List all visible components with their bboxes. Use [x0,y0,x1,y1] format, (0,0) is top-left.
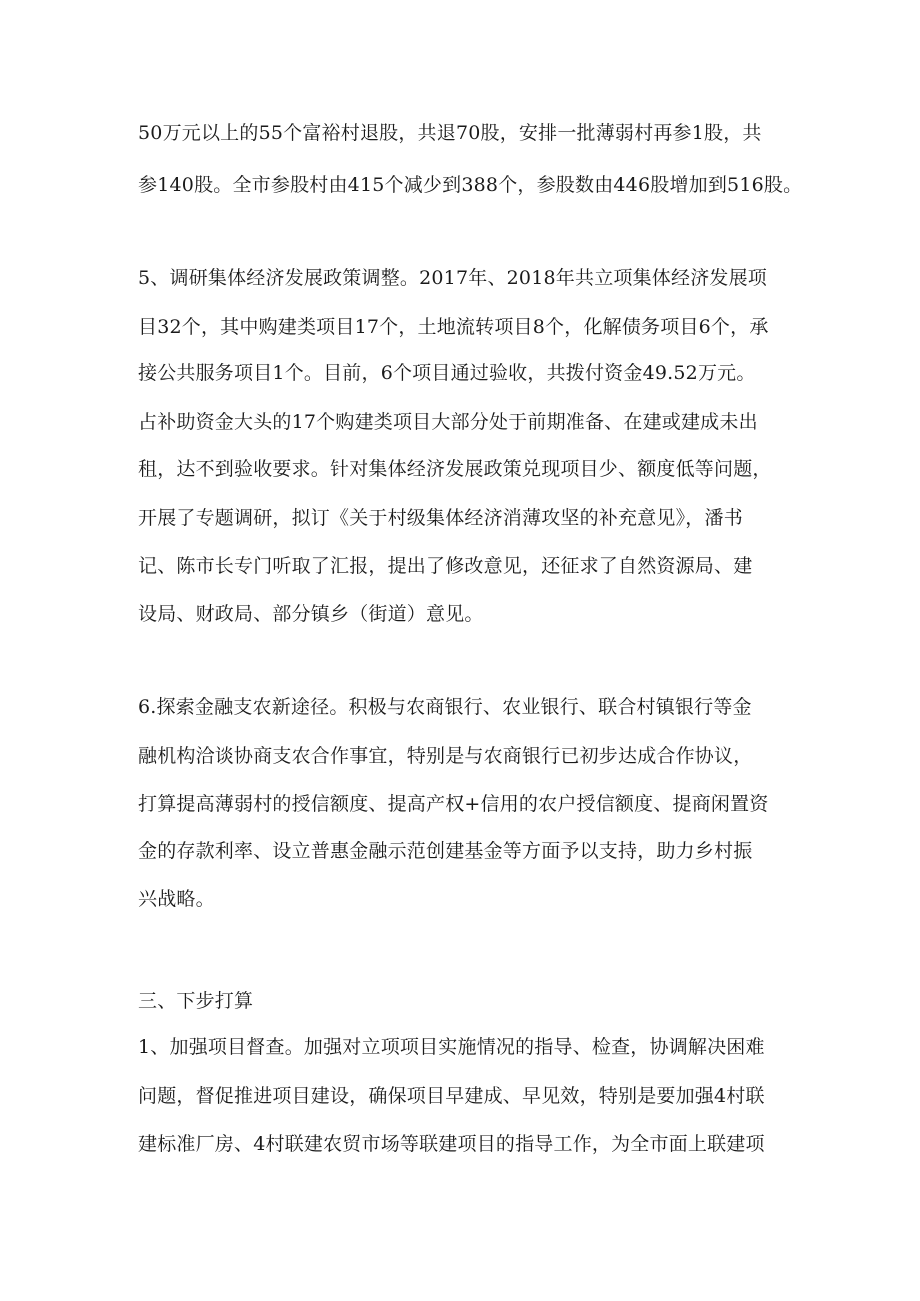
text-line: 融机构洽谈协商支农合作事宜，特别是与农商银行已初步达成合作协议， [138,745,753,767]
text-line: 占补助资金大头的17个购建类项目大部分处于前期准备、在建或建成未出 [138,411,758,433]
text-line: 租，达不到验收要求。针对集体经济发展政策兑现项目少、额度低等问题， [138,458,772,480]
text-line: 问题，督促推进项目建设，确保项目早建成、早见效，特别是要加强4村联 [138,1085,765,1107]
text-line: 建标准厂房、4村联建农贸市场等联建项目的指导工作，为全市面上联建项 [138,1133,765,1155]
text-line: 金的存款利率、设立普惠金融示范创建基金等方面予以支持，助力乡村振 [138,840,753,862]
section-heading: 三、下步打算 [138,990,254,1012]
text-line: 打算提高薄弱村的授信额度、提高产权+信用的农户授信额度、提商闲置资 [138,793,769,815]
text-line: 参140股。全市参股村由415个减少到388个，参股数由446股增加到516股。 [138,174,803,196]
text-line: 6.探索金融支农新途径。积极与农商银行、农业银行、联合村镇银行等金 [138,696,752,718]
text-line: 5、调研集体经济发展政策调整。2017年、2018年共立项集体经济发展项 [138,267,767,289]
text-line: 接公共服务项目1个。目前，6个项目通过验收，共拨付资金49.52万元。 [138,362,756,384]
text-line: 50万元以上的55个富裕村退股，共退70股，安排一批薄弱村再参1股，共 [138,122,762,144]
text-line: 兴战略。 [138,888,215,910]
text-line: 1、加强项目督查。加强对立项项目实施情况的指导、检查，协调解决困难 [138,1036,765,1058]
text-line: 记、陈市长专门听取了汇报，提出了修改意见，还征求了自然资源局、建 [138,555,753,577]
text-line: 目32个，其中购建类项目17个，土地流转项目8个，化解债务项目6个，承 [138,316,769,338]
text-line: 开展了专题调研，拟订《关于村级集体经济消薄攻坚的补充意见》，潘书 [138,507,743,529]
text-line: 设局、财政局、部分镇乡（街道）意见。 [138,603,484,625]
